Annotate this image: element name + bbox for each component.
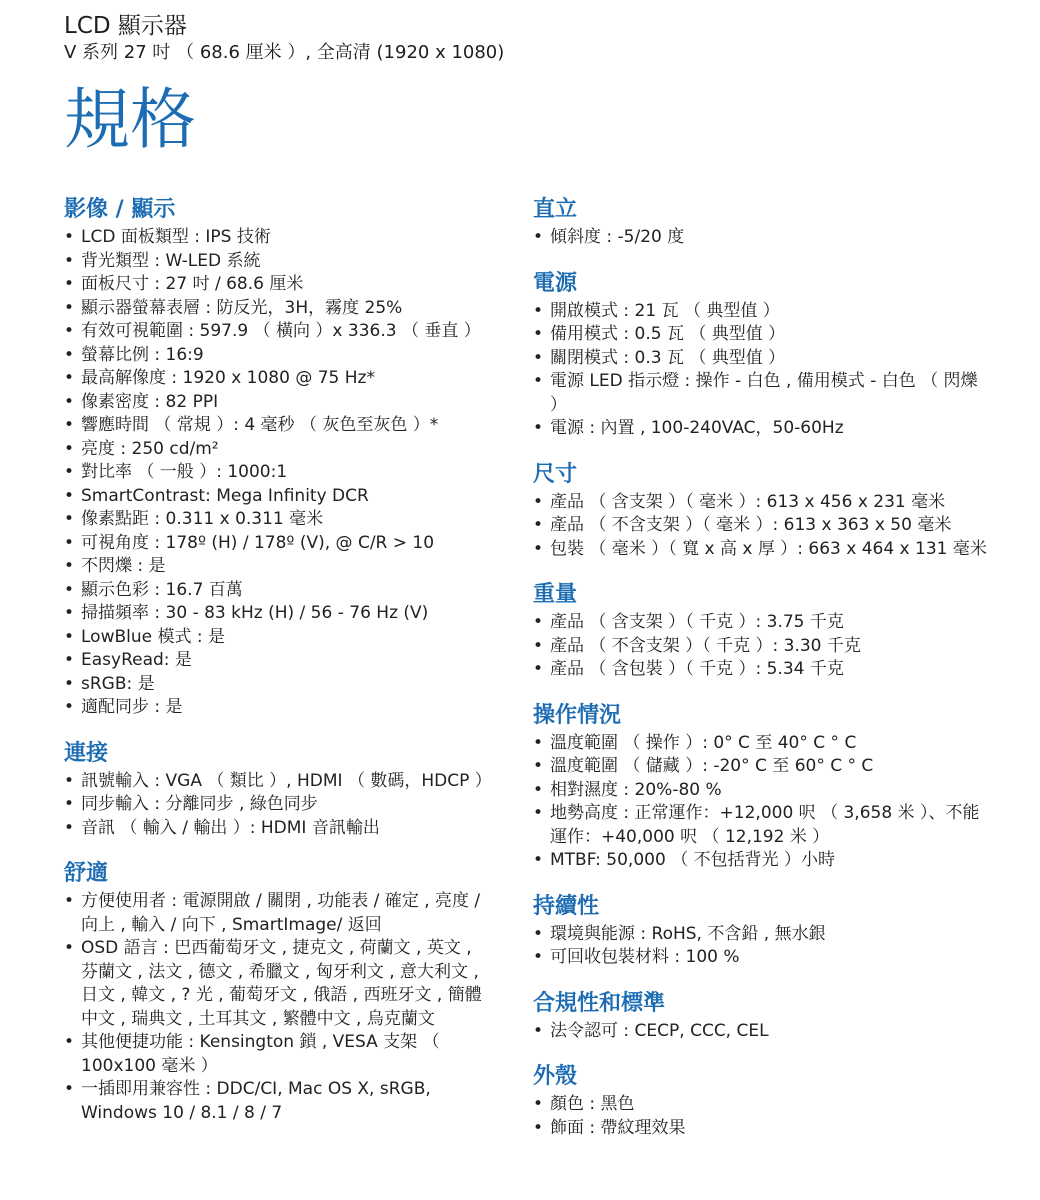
section-title: 舒適 xyxy=(64,861,109,886)
spec-item-text: LowBlue 模式 : 是 xyxy=(81,626,226,647)
spec-item-text: 顯示色彩 : 16.7 百萬 xyxy=(81,579,243,600)
bullet-icon: • xyxy=(533,947,544,967)
bullet-icon: • xyxy=(64,770,75,791)
spec-item-text: 背光類型 : W-LED 系統 xyxy=(81,250,261,271)
bullet-icon: • xyxy=(64,1079,75,1099)
bullet-icon: • xyxy=(64,274,75,294)
spec-section xyxy=(533,990,988,1044)
spec-item xyxy=(64,438,494,462)
spec-item xyxy=(64,414,494,438)
bullet-icon: • xyxy=(533,779,544,800)
spec-item xyxy=(64,890,494,937)
spec-item xyxy=(533,658,988,682)
spec-item xyxy=(64,485,494,509)
bullet-icon: • xyxy=(533,659,544,679)
product-name: LCD 顯示器 xyxy=(64,13,187,39)
spec-section xyxy=(533,702,988,873)
bullet-icon: • xyxy=(64,321,75,341)
spec-item xyxy=(64,273,494,297)
spec-item-text: 產品 （ 不含支架 ）（ 千克 ）: 3.30 千克 xyxy=(550,635,861,656)
spec-item-text: 產品 （ 含支架 ）（ 千克 ）: 3.75 千克 xyxy=(550,612,844,632)
spec-item xyxy=(533,1093,988,1117)
spec-list xyxy=(64,226,494,720)
spec-item xyxy=(64,817,494,841)
spec-item xyxy=(533,923,988,947)
spec-item xyxy=(64,602,494,626)
spec-item xyxy=(64,555,494,579)
spec-item xyxy=(64,344,494,368)
spec-item-text: 備用模式 : 0.5 瓦 （ 典型值 ） xyxy=(550,324,786,344)
spec-item xyxy=(64,793,494,817)
spec-item-text: 溫度範圍 （ 操作 ）: 0° C 至 40° C ° C xyxy=(550,732,857,753)
bullet-icon: • xyxy=(533,923,544,944)
spec-item-text: 產品 （ 不含支架 ）（ 毫米 ）: 613 x 363 x 50 毫米 xyxy=(550,515,952,535)
spec-item xyxy=(64,937,494,1031)
bullet-icon: • xyxy=(64,509,75,529)
spec-list xyxy=(64,890,494,1125)
spec-item-text: 可回收包裝材料 : 100 % xyxy=(550,947,740,967)
bullet-icon: • xyxy=(64,579,75,600)
spec-list xyxy=(533,226,988,250)
spec-item xyxy=(533,635,988,659)
spec-item-text: 環境與能源 : RoHS, 不含鉛 , 無水銀 xyxy=(550,923,826,944)
bullet-icon: • xyxy=(64,438,75,459)
spec-item-text: 適配同步 : 是 xyxy=(81,697,183,717)
spec-item xyxy=(64,1031,494,1078)
spec-item-text: 掃描頻率 : 30 - 83 kHz (H) / 56 - 76 Hz (V) xyxy=(81,603,429,623)
spec-item xyxy=(533,538,988,562)
spec-item-text: 有效可視範圍 : 597.9 （ 橫向 ）x 336.3 （ 垂直 ） xyxy=(81,321,481,341)
spec-item xyxy=(64,508,494,532)
bullet-icon: • xyxy=(64,626,75,647)
spec-item-text: 法令認可 : CECP, CCC, CEL xyxy=(550,1020,769,1041)
spec-section xyxy=(533,270,988,441)
spec-item-text: 響應時間 （ 常規 ）: 4 毫秒 （ 灰色至灰色 ）* xyxy=(81,415,439,435)
bullet-icon: • xyxy=(64,462,75,482)
spec-item xyxy=(64,1078,494,1125)
spec-item xyxy=(533,300,988,324)
spec-item-text: 亮度 : 250 cd/m² xyxy=(81,438,219,459)
spec-item xyxy=(64,626,494,650)
spec-item xyxy=(64,579,494,603)
spec-item xyxy=(64,367,494,391)
spec-item xyxy=(533,1117,988,1141)
left-spec-column xyxy=(64,196,494,1145)
bullet-icon: • xyxy=(64,891,75,911)
spec-item xyxy=(64,297,494,321)
spec-item-text: EasyRead: 是 xyxy=(81,650,192,670)
spec-section xyxy=(533,1063,988,1140)
bullet-icon: • xyxy=(533,324,544,344)
right-spec-column xyxy=(533,196,988,1160)
spec-item-text: LCD 面板類型 : IPS 技術 xyxy=(81,227,271,247)
spec-item xyxy=(64,391,494,415)
bullet-icon: • xyxy=(64,485,75,506)
spec-section xyxy=(64,740,494,841)
bullet-icon: • xyxy=(533,1020,544,1041)
spec-item xyxy=(64,696,494,720)
spec-list xyxy=(533,1020,988,1044)
spec-item-text: 最高解像度 : 1920 x 1080 @ 75 Hz* xyxy=(81,368,375,388)
spec-item-text: 可視角度 : 178º (H) / 178º (V), @ C/R > 10 xyxy=(81,532,435,553)
spec-item xyxy=(533,370,988,417)
spec-item xyxy=(533,347,988,371)
bullet-icon: • xyxy=(533,371,544,391)
bullet-icon: • xyxy=(533,347,544,368)
spec-item xyxy=(533,323,988,347)
bullet-icon: • xyxy=(64,938,75,958)
spec-item xyxy=(64,673,494,697)
spec-item-text: 包裝 （ 毫米 ）（ 寬 x 高 x 厚 ）: 663 x 464 x 131 毫米 xyxy=(550,538,987,559)
spec-item xyxy=(533,1020,988,1044)
bullet-icon: • xyxy=(64,297,75,318)
bullet-icon: • xyxy=(533,418,544,438)
section-title: 操作情況 xyxy=(533,702,622,728)
spec-item-text: 開啟模式 : 21 瓦 （ 典型值 ） xyxy=(550,300,780,321)
spec-list xyxy=(533,1093,988,1140)
bullet-icon: • xyxy=(533,635,544,656)
spec-item xyxy=(64,649,494,673)
spec-item-text: 不閃爍 : 是 xyxy=(81,556,166,576)
spec-item-text: 螢幕比例 : 16:9 xyxy=(81,344,204,365)
spec-item xyxy=(64,226,494,250)
bullet-icon: • xyxy=(64,603,75,623)
spec-item-text: 一插即用兼容性 : DDC/CI, Mac OS X, sRGB, Windows 10 / 8.1 / 8 / 7 xyxy=(81,1079,431,1123)
spec-item-text: 地勢高度 : 正常運作：+12,000 呎 （ 3,658 米 ）、不能運作：+40,000 呎 （ 12,192 米 ） xyxy=(550,803,980,847)
spec-item-text: 方便使用者 : 電源開啟 / 關閉 , 功能表 / 確定 , 亮度 / 向上 , 輸入 / 向下 , SmartImage/ 返回 xyxy=(81,891,481,935)
spec-item-text: 電源 : 內置 , 100-240VAC，50-60Hz xyxy=(550,418,844,438)
spec-item-text: 同步輸入 : 分離同步 , 綠色同步 xyxy=(81,794,318,814)
spec-item-text: OSD 語言 : 巴西葡萄牙文 , 捷克文 , 荷蘭文 , 英文 , 芬蘭文 , 法文 , 德文 , 希臘文 , 匈牙利文 , 意大利文 , 日文 , 韓文 , ? 光 , 葡萄牙文 , 俄語 , 西班牙文 , 簡體中文 , 瑞典文 , 土耳其文 , 繁體中文 , 烏克蘭文 xyxy=(81,938,482,1029)
spec-item xyxy=(533,849,988,873)
bullet-icon: • xyxy=(533,612,544,632)
bullet-icon: • xyxy=(64,391,75,412)
spec-item xyxy=(533,732,988,756)
bullet-icon: • xyxy=(533,227,544,247)
bullet-icon: • xyxy=(64,817,75,838)
bullet-icon: • xyxy=(64,794,75,814)
spec-section xyxy=(533,581,988,682)
bullet-icon: • xyxy=(64,415,75,435)
bullet-icon: • xyxy=(533,300,544,321)
spec-item-text: 像素密度 : 82 PPI xyxy=(81,391,219,412)
spec-list xyxy=(533,732,988,873)
section-title: 重量 xyxy=(533,582,578,607)
bullet-icon: • xyxy=(64,250,75,271)
spec-list xyxy=(533,491,988,562)
bullet-icon: • xyxy=(533,538,544,559)
spec-item xyxy=(533,491,988,515)
spec-item xyxy=(533,514,988,538)
spec-section xyxy=(533,196,988,250)
spec-item xyxy=(533,755,988,779)
section-title: 電源 xyxy=(533,270,578,296)
bullet-icon: • xyxy=(533,803,544,823)
spec-item xyxy=(64,320,494,344)
spec-item-text: 訊號輸入 : VGA （ 類比 ）, HDMI （ 數碼，HDCP ） xyxy=(81,770,492,791)
section-title: 外殼 xyxy=(533,1064,578,1089)
bullet-icon: • xyxy=(533,1094,544,1114)
spec-item-text: 產品 （ 含支架 ）（ 毫米 ）: 613 x 456 x 231 毫米 xyxy=(550,491,946,512)
spec-item-text: 顏色 : 黑色 xyxy=(550,1094,635,1114)
spec-item-text: 顯示器螢幕表層 : 防反光，3H，霧度 25% xyxy=(81,297,403,318)
bullet-icon: • xyxy=(533,491,544,512)
section-title: 影像 / 顯示 xyxy=(64,197,176,222)
spec-item xyxy=(64,461,494,485)
spec-section xyxy=(533,461,988,562)
spec-item xyxy=(64,250,494,274)
bullet-icon: • xyxy=(533,515,544,535)
spec-section xyxy=(533,893,988,970)
bullet-icon: • xyxy=(533,1117,544,1138)
spec-item xyxy=(533,417,988,441)
bullet-icon: • xyxy=(64,368,75,388)
bullet-icon: • xyxy=(64,673,75,694)
bullet-icon: • xyxy=(64,344,75,365)
bullet-icon: • xyxy=(64,556,75,576)
page-title: 規格 xyxy=(64,81,196,158)
spec-item-text: 像素點距 : 0.311 x 0.311 毫米 xyxy=(81,509,324,529)
spec-item-text: 相對濕度 : 20%-80 % xyxy=(550,779,722,800)
spec-section xyxy=(64,196,494,720)
spec-item xyxy=(533,802,988,849)
bullet-icon: • xyxy=(533,756,544,776)
spec-item xyxy=(533,779,988,803)
spec-item-text: 電源 LED 指示燈 : 操作 - 白色 , 備用模式 - 白色 （ 閃爍 ） xyxy=(550,371,978,415)
bullet-icon: • xyxy=(64,532,75,553)
spec-list xyxy=(64,770,494,841)
spec-item xyxy=(533,611,988,635)
spec-item-text: 關閉模式 : 0.3 瓦 （ 典型值 ） xyxy=(550,347,786,368)
spec-item-text: 產品 （ 含包裝 ）（ 千克 ）: 5.34 千克 xyxy=(550,659,844,679)
section-title: 合規性和標準 xyxy=(533,990,666,1016)
spec-item-text: 面板尺寸 : 27 吋 / 68.6 厘米 xyxy=(81,274,304,294)
section-title: 直立 xyxy=(533,197,578,222)
spec-section xyxy=(64,860,494,1125)
spec-list xyxy=(533,923,988,970)
document-header xyxy=(64,12,964,66)
spec-item-text: sRGB: 是 xyxy=(81,673,155,694)
spec-item-text: 溫度範圍 （ 儲藏 ）: -20° C 至 60° C ° C xyxy=(550,756,874,776)
spec-item-text: 飾面 : 帶紋理效果 xyxy=(550,1117,686,1138)
spec-item-text: MTBF: 50,000 （ 不包括背光 ）小時 xyxy=(550,850,835,870)
bullet-icon: • xyxy=(64,227,75,247)
spec-list xyxy=(533,611,988,682)
spec-item-text: SmartContrast: Mega Infinity DCR xyxy=(81,485,369,506)
spec-item-text: 對比率 （ 一般 ）: 1000:1 xyxy=(81,462,288,482)
spec-item-text: 傾斜度 : -5/20 度 xyxy=(550,227,685,247)
bullet-icon: • xyxy=(64,650,75,670)
product-subtitle: V 系列 27 吋 （ 68.6 厘米 ）, 全高清 (1920 x 1080) xyxy=(64,42,505,63)
spec-item xyxy=(533,226,988,250)
spec-item xyxy=(64,770,494,794)
section-title: 連接 xyxy=(64,740,109,766)
spec-list xyxy=(533,300,988,441)
spec-item xyxy=(533,946,988,970)
bullet-icon: • xyxy=(64,697,75,717)
bullet-icon: • xyxy=(533,732,544,753)
spec-item xyxy=(64,532,494,556)
spec-item-text: 其他便捷功能 : Kensington 鎖 , VESA 支架 （ 100x100 毫米 ） xyxy=(81,1032,440,1076)
section-title: 持續性 xyxy=(533,893,600,919)
section-title: 尺寸 xyxy=(533,461,578,487)
bullet-icon: • xyxy=(64,1032,75,1052)
bullet-icon: • xyxy=(533,850,544,870)
spec-item-text: 音訊 （ 輸入 / 輸出 ）: HDMI 音訊輸出 xyxy=(81,817,380,838)
